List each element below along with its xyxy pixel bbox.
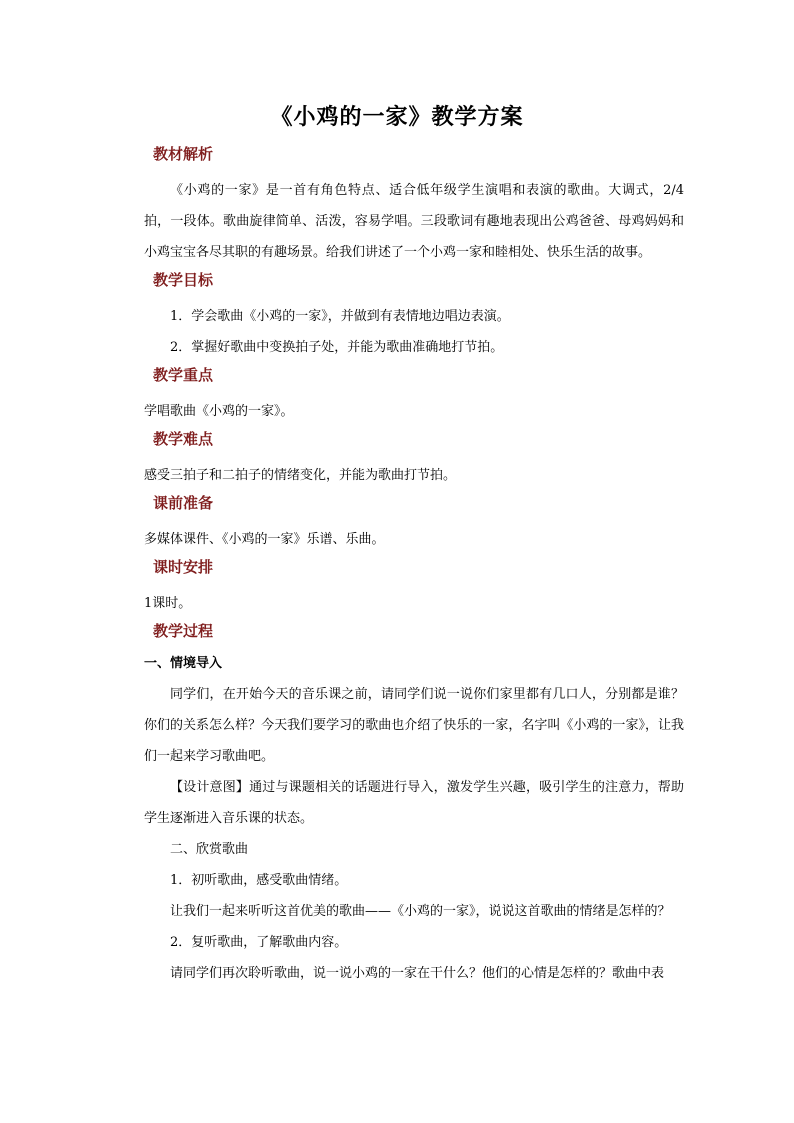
process-step1: 1．初听歌曲，感受歌曲情绪。 <box>170 873 348 888</box>
process-step2-text: 请同学们再次聆听歌曲，说一说小鸡的一家在干什么？他们的心情是怎样的？歌曲中表 <box>170 966 665 981</box>
heading-difficulty: 教学难点 <box>153 430 214 448</box>
preparation-text: 多媒体课件、《小鸡的一家》乐谱、乐曲。 <box>144 532 385 547</box>
document-body <box>144 140 684 989</box>
page-title: 《小鸡的一家》教学方案 <box>270 104 524 130</box>
process-part1-text: 同学们，在开始今天的音乐课之前，请同学们说一说你们家里都有几口人，分别都是谁？你们的关系怎么样？今天我们要学习的歌曲也介绍了快乐的一家，名字叫《小鸡的一家》，让我们一起来学习歌曲吧。 <box>144 687 684 764</box>
heading-key-points: 教学重点 <box>153 366 214 384</box>
design-intent-text: 通过与课题相关的话题进行导入，激发学生兴趣，吸引学生的注意力，帮助学生逐渐进入音乐课的状态。 <box>144 780 684 826</box>
heading-process: 教学过程 <box>153 622 214 640</box>
design-intent-label: 【设计意图】 <box>170 780 250 795</box>
heading-goals: 教学目标 <box>153 271 214 289</box>
difficulty-text: 感受三拍子和二拍子的情绪变化，并能为歌曲打节拍。 <box>144 468 457 483</box>
process-part2-title: 二、欣赏歌曲 <box>170 842 249 857</box>
schedule-text: 1课时。 <box>144 596 192 611</box>
key-points-text: 学唱歌曲《小鸡的一家》。 <box>144 404 294 419</box>
heading-analysis: 教材解析 <box>153 145 214 163</box>
process-step1-text: 让我们一起来听听这首优美的歌曲——《小鸡的一家》，说说这首歌曲的情绪是怎样的？ <box>170 904 671 919</box>
process-step2: 2．复听歌曲，了解歌曲内容。 <box>170 935 348 950</box>
design-intent-paragraph <box>144 772 684 834</box>
heading-schedule: 课时安排 <box>153 558 214 576</box>
analysis-paragraph: 《小鸡的一家》是一首有角色特点、适合低年级学生演唱和表演的歌曲。大调式，2/4拍，一段体。歌曲旋律简单、活泼，容易学唱。三段歌词有趣地表现出公鸡爸爸、母鸡妈妈和小鸡宝宝各尽其职的有趣场景。给我们讲述了一个小鸡一家和睦相处、快乐生活的故事。 <box>144 183 684 260</box>
process-part1-title: 一、情境导入 <box>144 656 223 671</box>
goal-item-1: 1．学会歌曲《小鸡的一家》，并做到有表情地边唱边表演。 <box>170 309 510 324</box>
goal-item-2: 2．掌握好歌曲中变换拍子处，并能为歌曲准确地打节拍。 <box>170 340 504 355</box>
heading-preparation: 课前准备 <box>153 494 214 512</box>
